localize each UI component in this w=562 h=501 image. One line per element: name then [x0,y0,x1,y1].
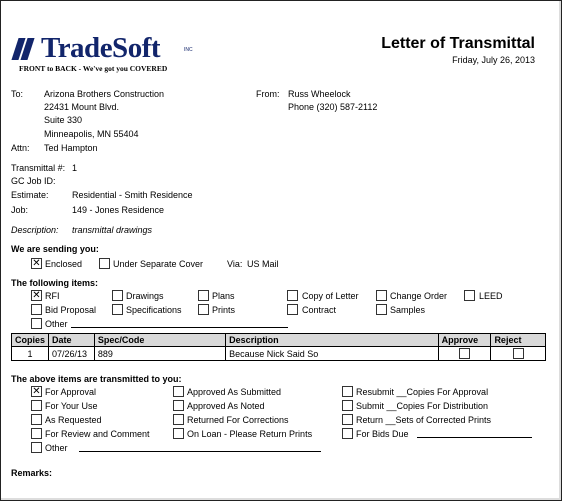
other-items-checkbox[interactable] [31,318,42,329]
for-approval-label: For Approval [45,387,97,397]
copy-of-letter-label: Copy of Letter [302,291,359,301]
job-value: 149 - Jones Residence [72,205,165,215]
review-comment-label: For Review and Comment [45,429,150,439]
via-value: US Mail [247,259,279,269]
to-label: To: [11,89,24,99]
approved-submitted-checkbox[interactable] [173,386,184,397]
other-items-line[interactable] [71,327,288,328]
contract-label: Contract [302,305,337,315]
rfi-checkbox[interactable]: ✕ [32,290,41,301]
bid-proposal-label: Bid Proposal [45,305,97,315]
col-copies: Copies [12,334,49,347]
other-transmitted-label: Other [45,443,68,453]
row-date: 07/26/13 [49,347,95,361]
approved-noted-checkbox[interactable] [173,400,184,411]
to-line-3: Suite 330 [44,115,83,125]
reject-checkbox[interactable] [513,348,524,359]
row-copies: 1 [12,347,49,361]
returned-corrections-label: Returned For Corrections [187,415,289,425]
row-approve-cell [438,347,491,361]
col-approve: Approve [438,334,491,347]
contract-checkbox[interactable] [287,304,298,315]
other-items-label: Other [45,319,68,329]
plans-checkbox[interactable] [198,290,209,301]
resubmit-label: Resubmit __Copies For Approval [356,387,489,397]
bid-proposal-checkbox[interactable] [31,304,42,315]
tradesoft-logo-icon [13,38,43,60]
copy-of-letter-checkbox[interactable] [287,290,298,301]
approved-noted-label: Approved As Noted [187,401,265,411]
to-line-4: Minneapolis, MN 55404 [44,129,139,139]
drawings-label: Drawings [126,291,164,301]
for-your-use-checkbox[interactable] [31,400,42,411]
logo-name: TradeSoft [41,32,161,64]
returned-corrections-checkbox[interactable] [173,414,184,425]
as-requested-checkbox[interactable] [31,414,42,425]
return-sets-checkbox[interactable] [342,414,353,425]
transmittal-label: Transmittal #: [11,163,66,173]
transmittal-number: 1 [72,163,78,173]
separate-cover-checkbox[interactable] [99,258,110,269]
col-date: Date [49,334,95,347]
plans-label: Plans [212,291,235,301]
specifications-label: Specifications [126,305,182,315]
approve-checkbox[interactable] [459,348,470,359]
on-loan-checkbox[interactable] [173,428,184,439]
estimate-label: Estimate: [11,190,49,200]
other-transmitted-line[interactable] [79,451,321,452]
via-label: Via: [227,259,243,269]
specifications-checkbox[interactable] [112,304,123,315]
leed-checkbox[interactable] [464,290,475,301]
col-spec: Spec/Code [94,334,225,347]
rfi-label: RFI [45,291,60,301]
from-phone: Phone (320) 587-2112 [288,102,378,112]
job-label: Job: [11,205,29,215]
description-label: Description: [11,225,59,235]
attn-label: Attn: [11,143,30,153]
to-line-1: Arizona Brothers Construction [44,89,165,99]
enclosed-label: Enclosed [45,259,83,269]
table-row [12,347,546,361]
drawings-checkbox[interactable] [112,290,123,301]
following-heading: The following items: [11,278,98,288]
to-line-2: 22431 Mount Blvd. [44,102,120,112]
items-table [11,333,546,361]
letter-date: Friday, July 26, 2013 [452,55,535,65]
enclosed-checkbox[interactable]: ✕ [32,258,41,269]
change-order-checkbox[interactable] [376,290,387,301]
remarks-label: Remarks: [11,468,53,478]
samples-checkbox[interactable] [376,304,387,315]
bids-due-line[interactable] [417,437,532,438]
samples-label: Samples [390,305,426,315]
prints-checkbox[interactable] [198,304,209,315]
other-transmitted-checkbox[interactable] [31,442,42,453]
sending-heading: We are sending you: [11,244,99,254]
review-comment-checkbox[interactable] [31,428,42,439]
page-title: Letter of Transmittal [381,35,535,52]
col-description: Description [226,334,438,347]
submit-copies-checkbox[interactable] [342,400,353,411]
from-name: Russ Wheelock [288,89,351,99]
change-order-label: Change Order [390,291,448,301]
gc-job-label: GC Job ID: [11,176,56,186]
table-header-row [12,334,546,347]
for-approval-checkbox[interactable]: ✕ [32,386,41,397]
resubmit-checkbox[interactable] [342,386,353,397]
on-loan-label: On Loan - Please Return Prints [187,429,313,439]
row-reject-cell [491,347,546,361]
separate-cover-label: Under Separate Cover [113,259,204,269]
return-sets-label: Return __Sets of Corrected Prints [356,415,492,425]
bids-due-label: For Bids Due [356,429,409,439]
from-label: From: [256,89,280,99]
for-your-use-label: For Your Use [45,401,98,411]
leed-label: LEED [479,291,503,301]
transmitted-heading: The above items are transmitted to you: [11,374,182,384]
as-requested-label: As Requested [45,415,102,425]
logo-inc: INC [184,47,193,53]
prints-label: Prints [212,305,236,315]
estimate-value: Residential - Smith Residence [72,190,193,200]
attn-value: Ted Hampton [44,143,98,153]
approved-submitted-label: Approved As Submitted [187,387,282,397]
submit-copies-label: Submit __Copies For Distribution [356,401,489,411]
row-description: Because Nick Said So [226,347,438,361]
row-spec: 889 [94,347,225,361]
description-value: transmittal drawings [72,225,153,235]
logo-tagline: FRONT to BACK - We've got you COVERED [19,64,168,73]
bids-due-checkbox[interactable] [342,428,353,439]
col-reject: Reject [491,334,546,347]
